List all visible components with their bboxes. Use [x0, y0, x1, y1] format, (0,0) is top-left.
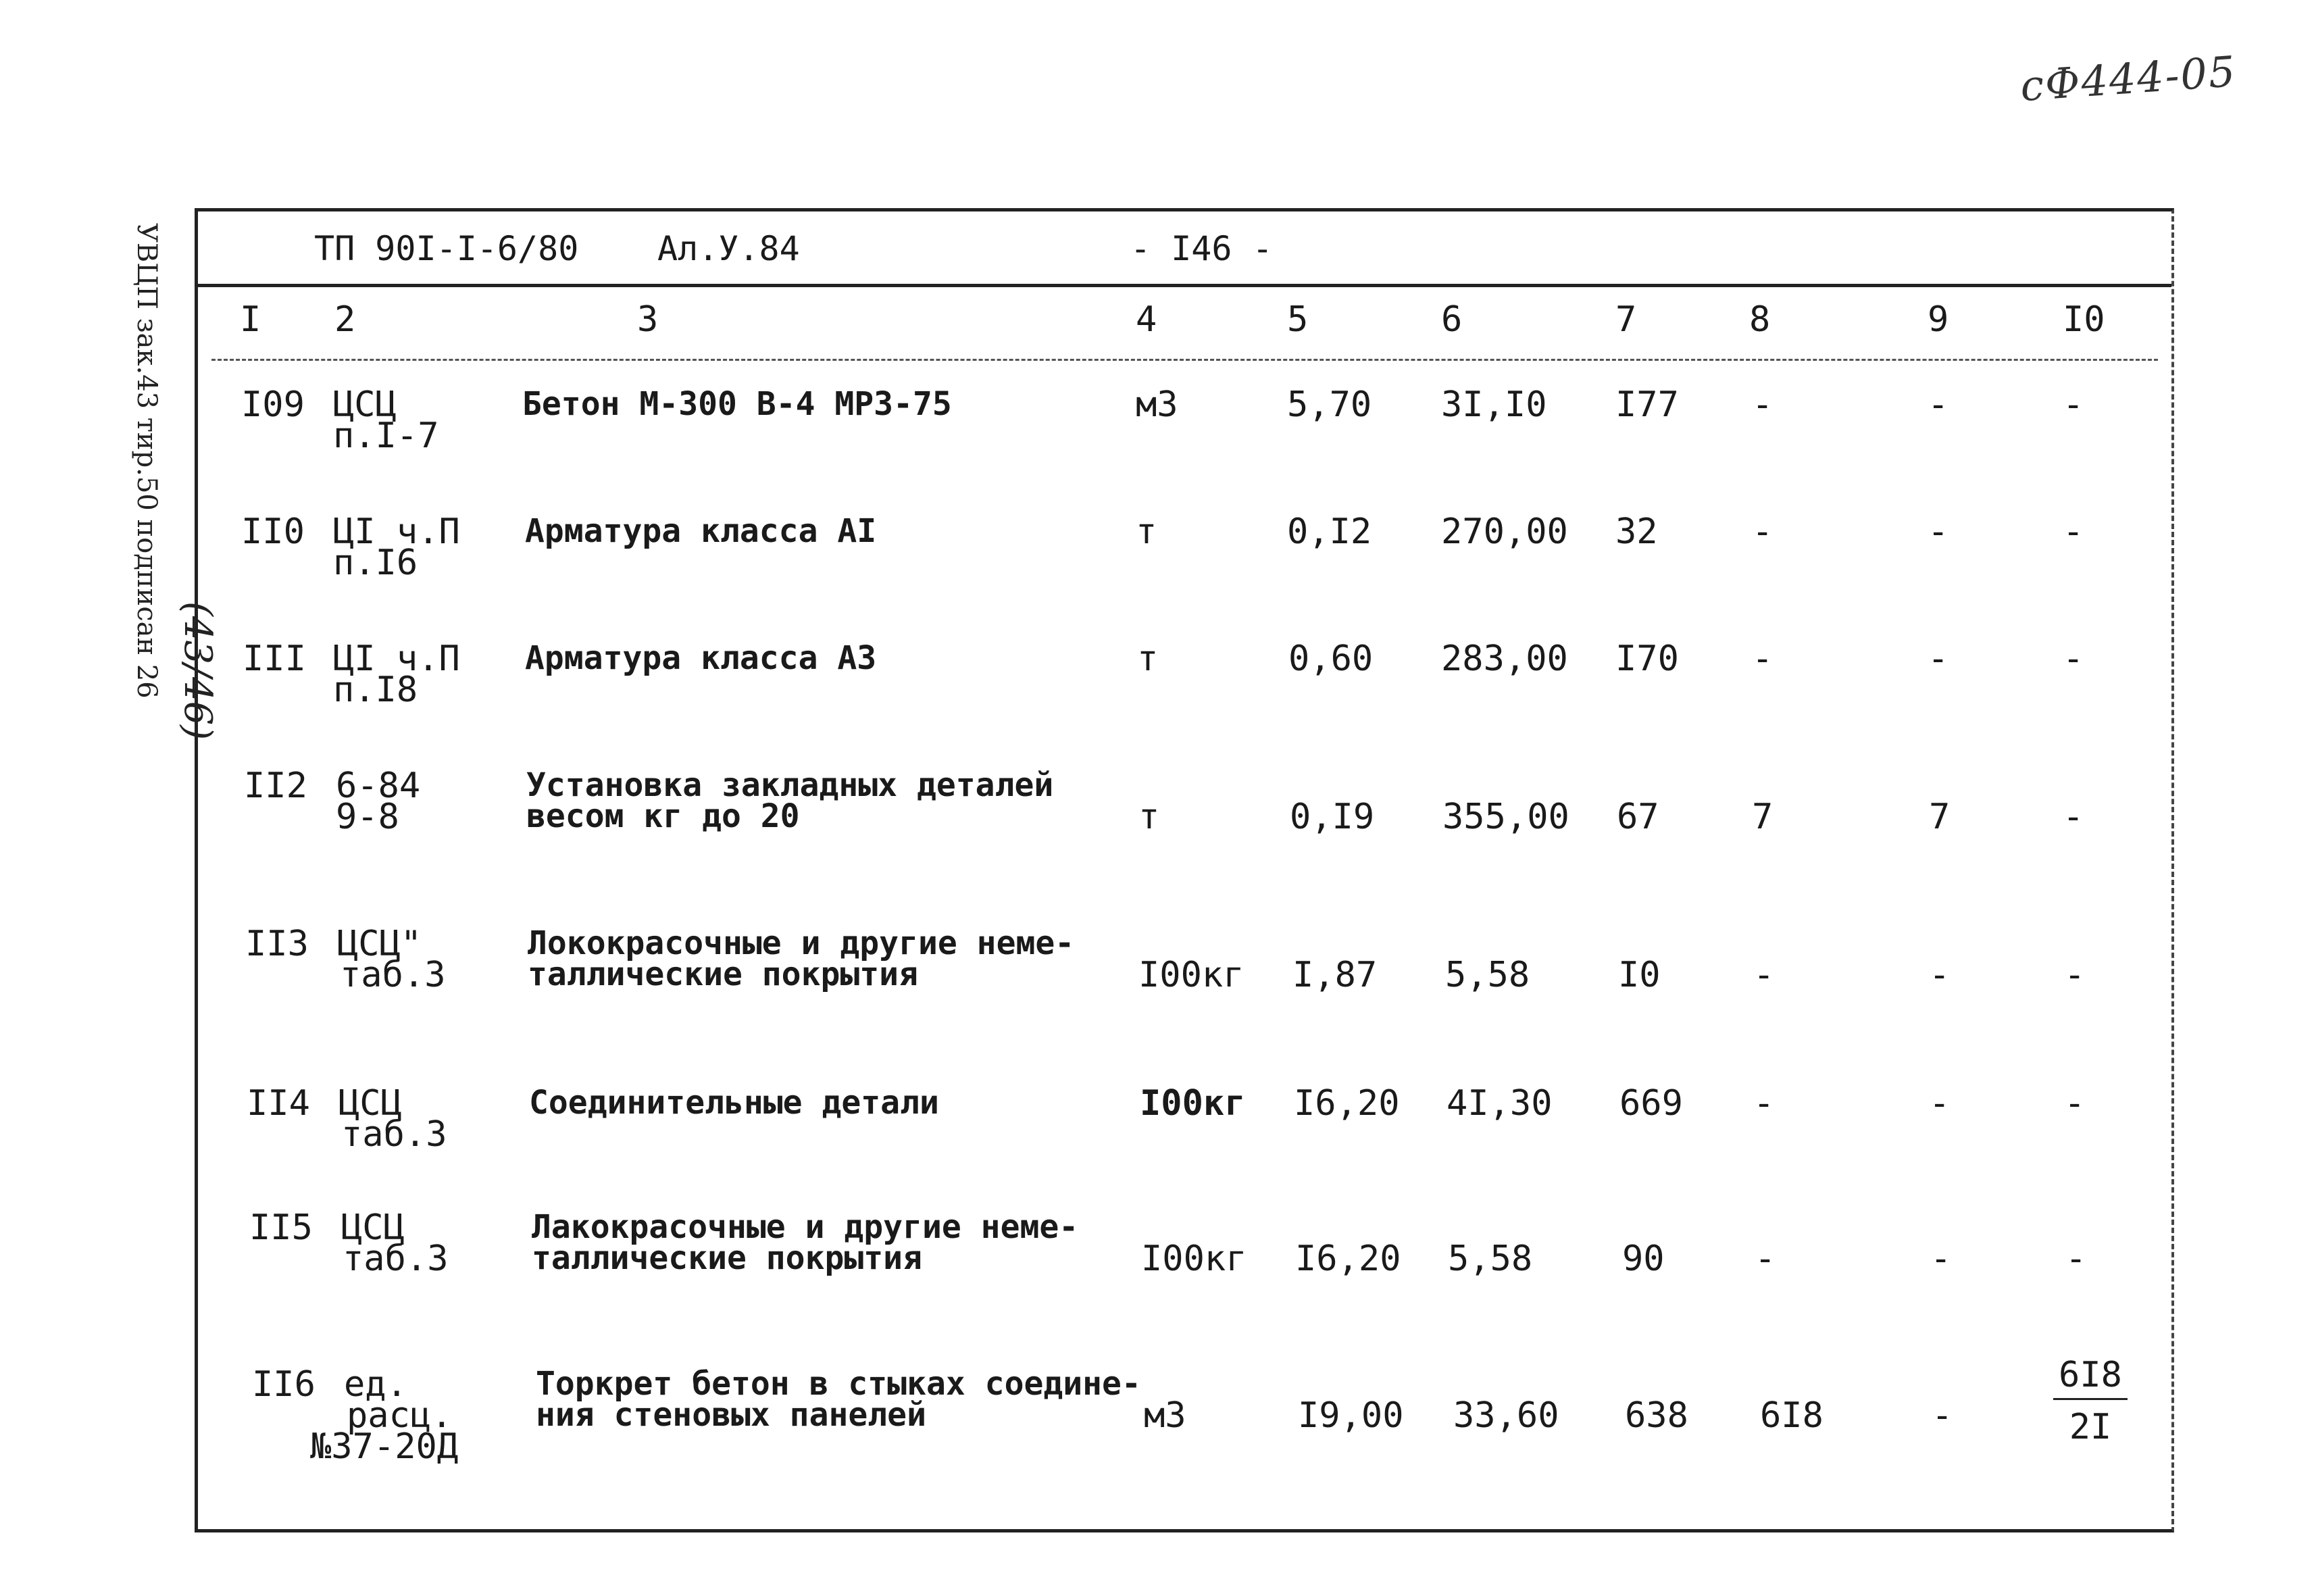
row-unit: I00кг: [1138, 955, 1244, 995]
row-description-line1: Лококрасочные и другие неме-: [528, 924, 1075, 962]
col-header-4: 4: [1136, 299, 1157, 340]
col-header-8: 8: [1749, 299, 1771, 340]
col-header-1: I: [240, 299, 261, 340]
row-col9: -: [1928, 384, 1949, 425]
row-unit-price: 283,00: [1441, 639, 1568, 679]
row-description: Арматура класса АI: [525, 512, 877, 550]
row-col9: -: [1930, 1239, 1952, 1279]
col-header-7: 7: [1615, 299, 1637, 340]
row-code-line2: таб.3: [343, 1239, 449, 1279]
row-quantity: 0,I9: [1290, 797, 1375, 837]
row-total: 32: [1615, 512, 1658, 552]
row-col9: -: [1932, 1395, 1953, 1436]
row-quantity: 5,70: [1287, 384, 1372, 425]
row-number: II0: [241, 512, 305, 552]
column-header-divider: [211, 359, 2158, 361]
row-quantity: 0,I2: [1287, 512, 1372, 552]
row-code-line1: ЦI ч.П: [333, 512, 460, 552]
row-description: Арматура класса А3: [525, 639, 877, 677]
row-quantity: I6,20: [1294, 1083, 1400, 1124]
row-description-line2: весом кг до 20: [526, 797, 800, 835]
row-unit: I00кг: [1140, 1083, 1246, 1124]
row-code-line2: таб.3: [340, 955, 446, 995]
row-code-line1: ЦСЦ: [333, 384, 397, 425]
side-stamp-text: УВЦП зак.43 тир.50 подписан 26: [131, 223, 162, 699]
row-unit: м3: [1144, 1395, 1186, 1436]
row-unit-price: 355,00: [1442, 797, 1569, 837]
row-code-line1: 6-84: [336, 766, 421, 806]
row-col10-fraction: [2053, 1355, 2128, 1447]
row-quantity: I,87: [1292, 955, 1378, 995]
page-number: - I46 -: [1130, 229, 1273, 268]
row-col8: -: [1753, 1083, 1775, 1124]
album-code: Ал.У.84: [657, 229, 800, 268]
corner-archive-code: сФ444-05: [2018, 46, 2238, 111]
row-unit-price: 33,60: [1453, 1395, 1559, 1436]
column-numbers-row: [198, 287, 2171, 367]
row-number: II6: [252, 1364, 316, 1405]
row-col9: -: [1928, 639, 1949, 679]
row-number: II5: [249, 1207, 313, 1248]
row-unit: м3: [1136, 384, 1178, 425]
row-total: 90: [1622, 1239, 1665, 1279]
row-unit-price: 5,58: [1445, 955, 1530, 995]
row-total: 638: [1625, 1395, 1688, 1436]
row-col8: -: [1753, 955, 1775, 995]
row-number: II4: [247, 1083, 310, 1124]
row-col10: -: [2063, 639, 2084, 679]
row-unit: т: [1138, 797, 1160, 837]
table-header: [198, 211, 2171, 287]
row-unit-price: 270,00: [1441, 512, 1568, 552]
row-col10: -: [2063, 797, 2084, 837]
row-description-line2: таллические покрытия: [528, 955, 918, 993]
row-total: 67: [1617, 797, 1659, 837]
row-quantity: I6,20: [1295, 1239, 1401, 1279]
row-code-line3: №37-20Д: [310, 1426, 459, 1467]
row-col10: -: [2065, 1239, 2087, 1279]
row-unit-price: 5,58: [1448, 1239, 1533, 1279]
row-col9: -: [1929, 1083, 1951, 1124]
col-header-5: 5: [1287, 299, 1309, 340]
row-unit: I00кг: [1141, 1239, 1247, 1279]
row-code-line2: п.I6: [333, 543, 418, 583]
row-col10: -: [2063, 384, 2084, 425]
row-number: II2: [244, 766, 307, 806]
row-code-line1: ед.: [344, 1364, 407, 1405]
fraction-numerator: 6I8: [2053, 1355, 2128, 1400]
row-col10: -: [2064, 1083, 2086, 1124]
row-col10: -: [2063, 512, 2084, 552]
col-header-2: 2: [334, 299, 356, 340]
row-col9: -: [1929, 955, 1951, 995]
col-header-6: 6: [1441, 299, 1463, 340]
row-code-line2: 9-8: [336, 797, 399, 837]
row-description-line1: Торкрет бетон в стыках соедине-: [536, 1365, 1141, 1403]
row-unit: т: [1136, 512, 1157, 552]
row-description-line1: Установка закладных деталей: [526, 766, 1054, 804]
row-code-line2: п.I-7: [333, 416, 439, 456]
row-description-line1: Лакокрасочные и другие неме-: [532, 1208, 1079, 1246]
row-code-line2: расц.: [347, 1395, 453, 1436]
side-stamp-handwritten: (43/46): [176, 601, 220, 741]
fraction-denominator: 2I: [2069, 1407, 2112, 1447]
col-header-10: I0: [2063, 299, 2105, 340]
row-col8: 6I8: [1760, 1395, 1823, 1436]
row-description-line2: ния стеновых панелей: [536, 1396, 926, 1434]
estimate-table: [195, 208, 2174, 1532]
row-unit-price: 3I,I0: [1441, 384, 1547, 425]
row-total: 669: [1619, 1083, 1683, 1124]
row-description-line2: таллические покрытия: [532, 1239, 922, 1277]
row-number: I09: [241, 384, 305, 425]
row-col8: -: [1752, 512, 1774, 552]
row-code-line1: ЦСЦ: [338, 1083, 402, 1124]
row-number: III: [243, 639, 306, 679]
row-col10: -: [2064, 955, 2086, 995]
row-unit-price: 4I,30: [1447, 1083, 1553, 1124]
row-quantity: I9,00: [1298, 1395, 1404, 1436]
row-quantity: 0,60: [1288, 639, 1374, 679]
col-header-3: 3: [637, 299, 659, 340]
row-total: I77: [1615, 384, 1679, 425]
row-description: Соединительные детали: [529, 1084, 939, 1122]
row-code-line2: таб.3: [341, 1114, 447, 1155]
row-col9: -: [1928, 512, 1949, 552]
row-col8: 7: [1752, 797, 1774, 837]
row-number: II3: [245, 924, 309, 964]
row-col8: -: [1752, 639, 1774, 679]
doc-code: ТП 90I-I-6/80: [314, 229, 579, 268]
row-col8: -: [1755, 1239, 1776, 1279]
row-code-line1: ЦСЦ": [337, 924, 422, 964]
side-stamp: [101, 223, 220, 741]
row-code-line2: п.I8: [333, 670, 418, 710]
col-header-9: 9: [1928, 299, 1949, 340]
row-col9: 7: [1929, 797, 1951, 837]
row-unit: т: [1137, 639, 1159, 679]
row-total: I70: [1615, 639, 1679, 679]
row-code-line1: ЦСЦ: [341, 1207, 405, 1248]
row-total: I0: [1618, 955, 1661, 995]
row-code-line1: ЦI ч.П: [333, 639, 460, 679]
row-col8: -: [1752, 384, 1774, 425]
row-description: Бетон М-300 В-4 МРЗ-75: [522, 385, 952, 423]
